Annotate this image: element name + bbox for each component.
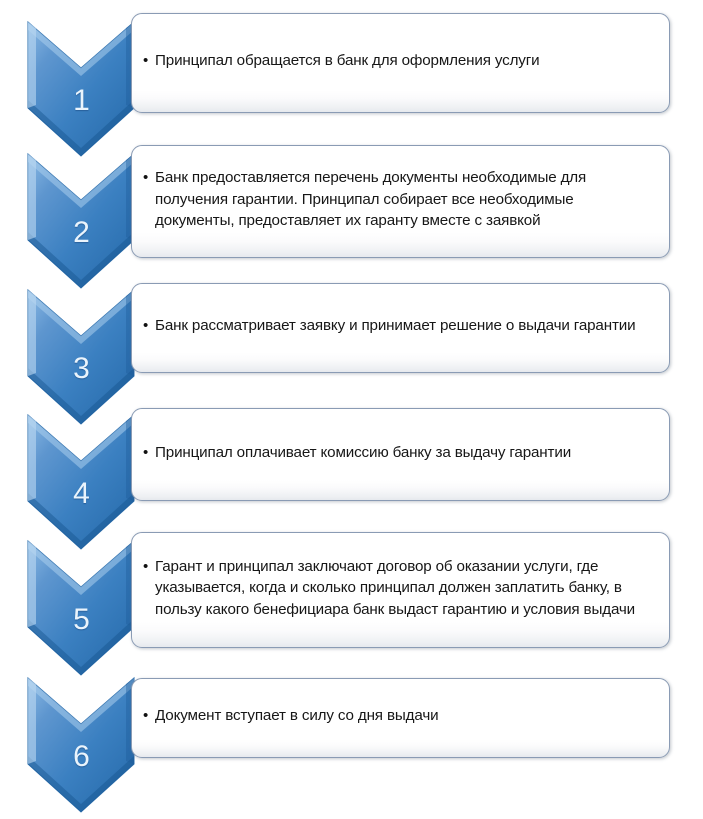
step-text-box-5[interactable] bbox=[131, 532, 670, 648]
step-text-box-1[interactable] bbox=[131, 13, 670, 113]
chevron-number-3: 3 bbox=[73, 352, 90, 385]
step-text-5: Гарант и принципал заключают договор об оказании услуги, где указывается, когда и сколько принципал должен заплатить банку, в пользу какого бенефициара банк выдаст гарантию и условия выдачи bbox=[155, 557, 635, 618]
bullet-icon: • bbox=[143, 52, 149, 70]
chevron-1[interactable] bbox=[24, 8, 139, 160]
step-text-box-6[interactable] bbox=[131, 678, 670, 758]
step-text-3: Банк рассматривает заявку и принимает решение о выдачи гарантии bbox=[155, 317, 636, 335]
chevron-number-2: 2 bbox=[73, 216, 90, 249]
bullet-icon: • bbox=[143, 317, 149, 335]
bullet-icon: • bbox=[143, 443, 149, 461]
step-text-box-2[interactable] bbox=[131, 145, 670, 258]
chevron-number-4: 4 bbox=[73, 477, 90, 510]
bullet-icon: • bbox=[143, 169, 149, 187]
step-text-6: Документ вступает в силу со дня выдачи bbox=[155, 707, 439, 725]
chevron-number-6: 6 bbox=[73, 740, 90, 773]
chevron-2[interactable] bbox=[24, 140, 139, 292]
bullet-line bbox=[143, 315, 653, 337]
step-text-2: Банк предоставляется перечень документы необходимые для получения гарантии. Принципал собирает все необходимые документы, предоставляет их гаранту вместе с заявкой bbox=[155, 169, 587, 230]
bullet-icon: • bbox=[143, 557, 149, 575]
step-text-1: Принципал обращается в банк для оформления услуги bbox=[155, 52, 540, 70]
bullet-line bbox=[143, 705, 653, 727]
step-text-box-4[interactable] bbox=[131, 408, 670, 501]
bullet-line bbox=[143, 50, 653, 72]
chevron-number-5: 5 bbox=[73, 603, 90, 636]
step-text-box-3[interactable] bbox=[131, 283, 670, 373]
bullet-line bbox=[143, 556, 653, 621]
chevron-6[interactable] bbox=[24, 664, 139, 816]
chevron-number-1: 1 bbox=[73, 84, 90, 117]
step-text-4: Принципал оплачивает комиссию банку за выдачу гарантии bbox=[155, 443, 572, 461]
bullet-icon: • bbox=[143, 707, 149, 725]
bullet-line bbox=[143, 167, 653, 232]
chevron-5[interactable] bbox=[24, 527, 139, 679]
bullet-line bbox=[143, 442, 653, 464]
